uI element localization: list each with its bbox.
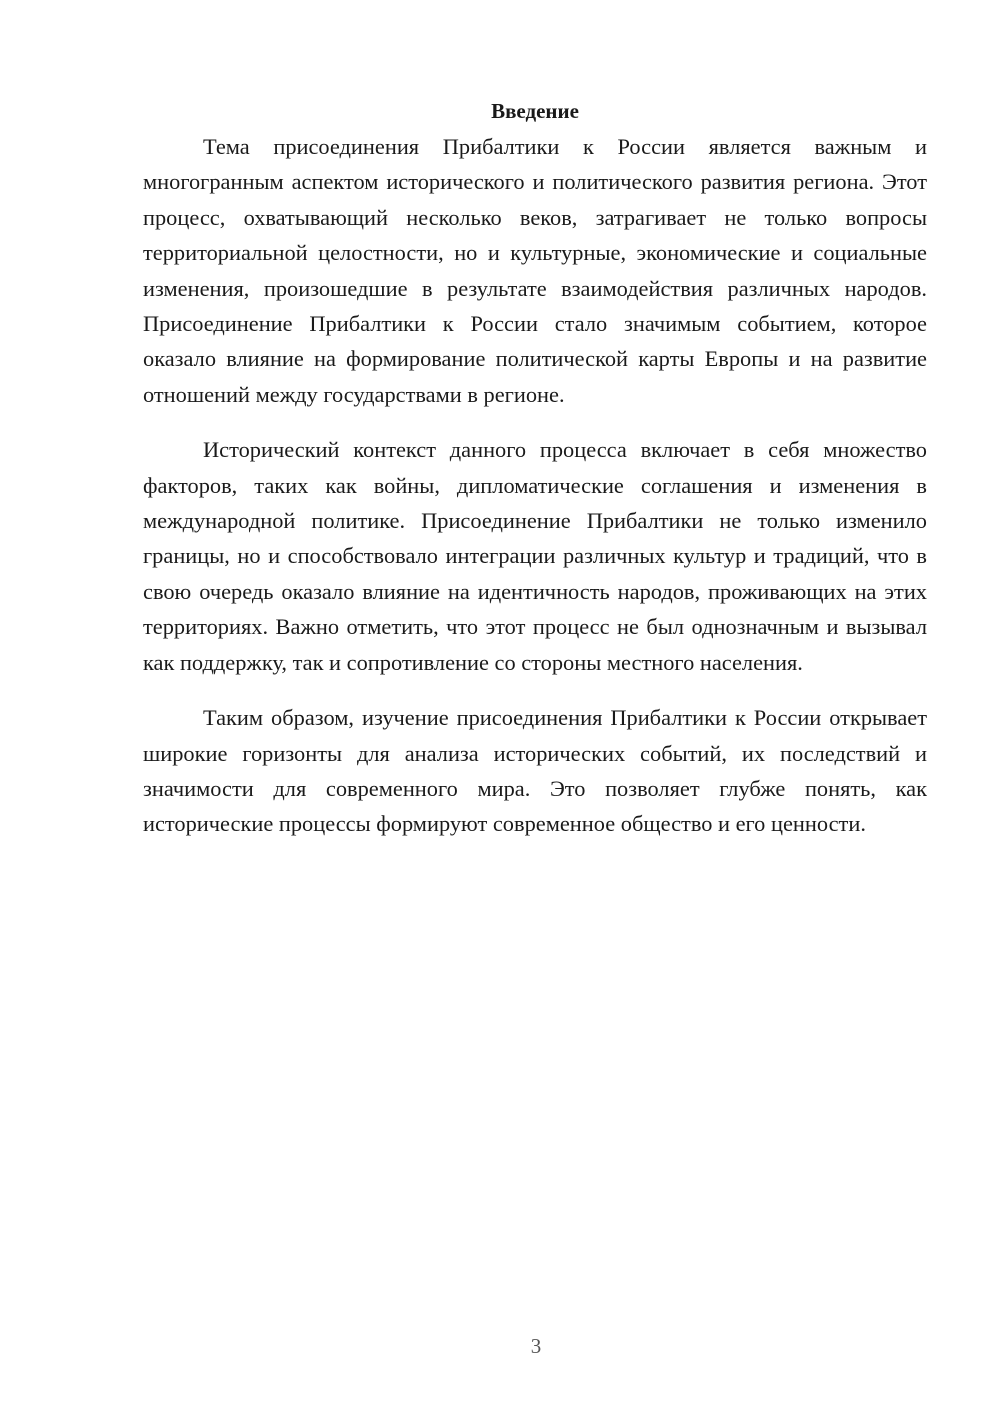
section-heading: Введение <box>491 99 579 123</box>
page-number: 3 <box>530 1334 542 1358</box>
page-content <box>143 96 927 862</box>
paragraph-context: Исторический контекст данного процесса включает в себя множество факторов, таких как войны, дипломатические соглашения и изменения в международной политике. Присоединение Прибалтики не только изменило границы, но и способствовало интеграции различных культур и традиций, что в свою очередь оказало влияние на идентичность народов, проживающих на этих территориях. Важно отметить, что этот процесс не был однозначным и вызывал как поддержку, так и сопротивление со стороны местного населения. <box>143 437 927 675</box>
paragraph-conclusion: Таким образом, изучение присоединения Прибалтики к России открывает широкие горизонты для анализа исторических событий, их последствий и значимости для современного мира. Это позволяет глубже понять, как исторические процессы формируют современное общество и его ценности. <box>143 705 927 837</box>
paragraph-intro: Тема присоединения Прибалтики к России является важным и многогранным аспектом исторического и политического развития региона. Этот процесс, охватывающий несколько веков, затрагивает не только вопросы территориальной целостности, но и культурные, экономические и социальные изменения, произошедшие в результате взаимодействия различных народов. Присоединение Прибалтики к России стало значимым событием, которое оказало влияние на формирование политической карты Европы и на развитие отношений между государствами в регионе. <box>143 134 927 407</box>
